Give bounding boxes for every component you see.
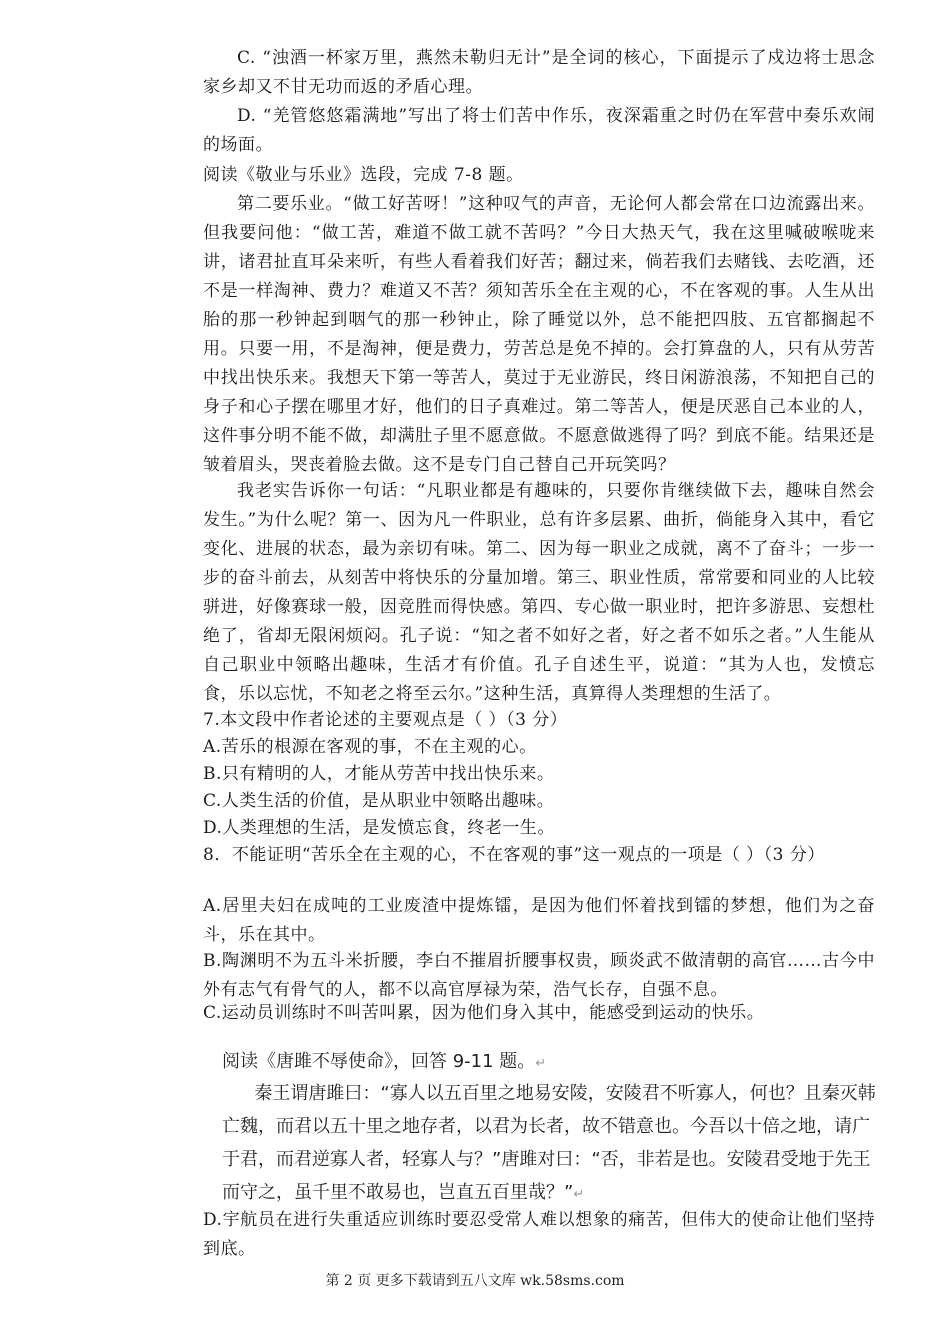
question-7-option-a: A.苦乐的根源在客观的事，不在主观的心。 [203, 737, 537, 757]
question-7-option-b: B.只有精明的人，才能从劳苦中找出快乐来。 [203, 764, 555, 784]
reading1-paragraph-2: 我老实告诉你一句话：“凡职业都是有趣味的，只要你肯继续做下去，趣味自然会发生。”为什么呢？第一、因为凡一件职业，总有许多层累、曲折，倘能身入其中，看它变化、进展的状态，最为亲切有味。第二、因为每一职业之成就，离不了奋斗；一步一步的奋斗前去，从刻苦中将快乐的分量加增。第三、职业性质，常常要和同业的人比较骈进，好像赛球一般，因竞胜而得快感。第四、专心做一职业时，把许多游思、妄想杜绝了，省却无限闲烦闷。孔子说：“知之者不如好之者，好之者不如乐之者。”人生能从自己职业中领略出趣味，生活才有价值。孔子自述生平，说道：“其为人也，发愤忘食，乐以忘忧，不知老之将至云尔。”这种生活，真算得人类理想的生活了。 [203, 481, 875, 704]
option-c-prev: C. “浊酒一杯家万里，燕然未勒归无计”是全词的核心，下面提示了戍边将士思念家乡却又不甘无功而返的矛盾心理。 [203, 48, 875, 97]
question-7-option-c: C.人类生活的价值，是从职业中领略出趣味。 [203, 791, 555, 811]
question-8-option-a: A.居里夫妇在成吨的工业废渣中提炼镭，是因为他们怀着找到镭的梦想，他们为之奋斗，乐在其中。 [203, 896, 875, 945]
question-8-option-b: B.陶渊明不为五斗米折腰，李白不摧眉折腰事权贵，顾炎武不做清朝的高官……古今中外有志气有骨气的人，都不以高官厚禄为荣，浩气长存，自强不息。 [203, 951, 875, 1000]
reading1-intro: 阅读《敬业与乐业》选段，完成 7-8 题。 [203, 165, 524, 185]
question-7-option-d: D.人类理想的生活，是发愤忘食，终老一生。 [203, 818, 555, 838]
return-mark-icon: ↵ [573, 1187, 585, 1202]
question-8-option-d: D.宇航员在进行失重适应训练时要忍受常人难以想象的痛苦，但伟大的使命让他们坚持到底。 [203, 1210, 875, 1259]
reading1-paragraph-1: 第二要乐业。“做工好苦呀！”这种叹气的声音，无论何人都会常在口边流露出来。但我要问他：“做工苦，难道不做工就不苦吗？”今日大热天气，我在这里喊破喉咙来讲，诸君扯直耳朵来听，有些人看着我们好苦；翻过来，倘若我们去赌钱、去吃酒，还不是一样淘神、费力？难道又不苦？须知苦乐全在主观的心，不在客观的事。人生从出胎的那一秒钟起到咽气的那一秒钟止，除了睡觉以外，总不能把四肢、五官都搁起不用。只要一用，不是淘神，便是费力，劳苦总是免不掉的。会打算盘的人，只有从劳苦中找出快乐来。我想天下第一等苦人，莫过于无业游民，终日闲游浪荡，不知把自己的身子和心子摆在哪里才好，他们的日子真难过。第二等苦人，便是厌恶自己本业的人，这件事分明不能不做，却满肚子里不愿意做。不愿意做逃得了吗？到底不能。结果还是皱着眉头，哭丧着脸去做。这不是专门自己替自己开玩笑吗？ [203, 194, 875, 475]
reading2-body [222, 1077, 882, 1211]
question-7-stem: 7.本文段中作者论述的主要观点是（ ）（3 分） [203, 710, 568, 730]
reading2-intro [222, 1045, 882, 1080]
return-mark-icon: ↵ [535, 1056, 547, 1071]
option-d-prev: D. “羌管悠悠霜满地”写出了将士们苦中作乐，夜深霜重之时仍在军营中奏乐欢闹的场面。 [203, 106, 875, 155]
reading2-body-text: 秦王谓唐雎曰：“寡人以五百里之地易安陵，安陵君不听寡人，何也？且秦灭韩亡魏，而君以五十里之地存者，以君为长者，故不错意也。今吾以十倍之地，请广于君，而君逆寡人者，轻寡人与？”唐雎对曰：“否，非若是也。安陵君受地于先王而守之，虽千里不敢易也，岂直五百里哉？” [222, 1083, 876, 1203]
reading2-intro-text: 阅读《唐雎不辱使命》，回答 9-11 题。 [222, 1051, 536, 1072]
page-footer: 第 2 页 更多下载请到五八文库 wk.58sms.com [325, 1273, 625, 1289]
question-8-option-c: C.运动员训练时不叫苦叫累，因为他们身入其中，能感受到运动的快乐。 [203, 1003, 765, 1023]
question-8-stem: 8．不能证明“苦乐全在主观的心，不在客观的事”这一观点的一项是（ ）（3 分） [203, 845, 825, 865]
